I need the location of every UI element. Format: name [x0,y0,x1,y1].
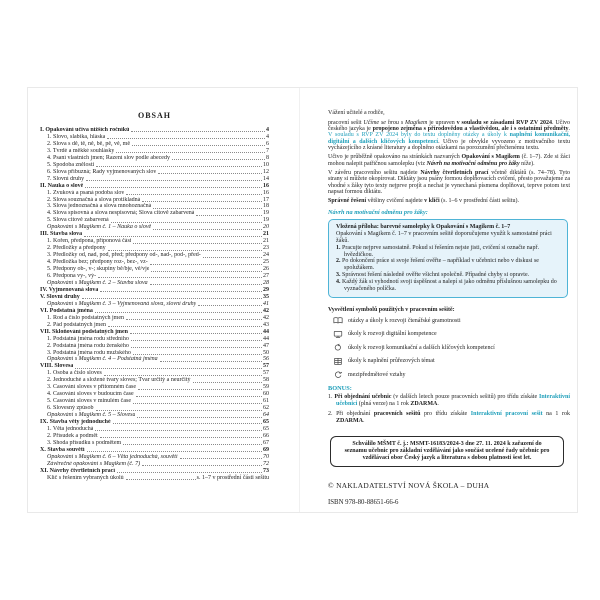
text-segment: pro třídu získáte [420,411,471,418]
toc-entry-label: 1. Kořen, předpona, příponová část [47,238,132,245]
toc-entry-page: 20 [263,224,269,231]
toc-dotted-leader [84,236,262,237]
toc-entry-label: Opakování s Magikem č. 2 – Stavba slova [47,279,148,286]
toc-entry-page: 65 [263,425,269,432]
toc-dotted-leader [75,368,262,369]
toc-entry-label: 4. Předložka bez; předpony roz-, bez-, vz- [47,259,148,266]
toc-entry-label: 3. Předložky od, nad, pod, před; předpony od-, nad-, pod-, před- [47,252,201,259]
toc-dotted-leader [131,131,265,132]
toc-entry [40,405,269,412]
toc-entry [40,412,269,419]
toc-entry-label: Opakování s Magikem č. 1 – Nauka o slově [47,224,152,231]
sticker-box-steps [336,245,560,293]
toc-entry [40,197,269,204]
symbol-item [333,357,570,366]
toc-dotted-leader [136,396,262,397]
toc-dotted-leader [151,271,262,272]
toc-dotted-leader [82,298,262,299]
text-segment: Učíme se hrou s Magikem [363,119,428,126]
toc-entry-page: 69 [263,446,269,453]
toc-entry-page: 50 [263,349,269,356]
toc-entry [40,169,269,176]
text-segment: níže). [519,160,535,167]
toc-entry [40,155,269,162]
toc-entry-label: 6. Slova příbuzná; Řady vyjmenovaných slov [47,168,157,175]
toc-entry-page: 47 [263,342,269,349]
text-segment: je upraven [427,119,457,126]
toc-entry [40,447,269,454]
toc-dotted-leader [137,417,262,418]
toc-entry-page: 44 [263,328,269,335]
grid-icon [333,357,343,366]
toc-entry-label: 5. Spodoba znělosti [47,161,95,168]
approval-text: Schválilo MŠMT č. j.: MSMT-16183/2024-3 dne 27. 11. 2024 k zařazení do seznamu učebnic pro základní vzdělávání jako součást ucelené řady učebnic pro vzdělávací obor Český jazyk a literatura s dobou platnosti šest let. [344,441,550,462]
toc-entry-label: 1. Rod a číslo podstatných jmen [47,314,124,321]
toc-entry-label: 1. Věta jednoduchá [47,425,94,432]
toc-entry-page: 4 [266,133,269,140]
symbols-list [328,316,570,379]
toc-entry [40,224,269,231]
bonus-heading: BONUS: [328,385,352,393]
toc-dotted-leader [123,444,262,445]
toc-entry-label: II. Nauka o slově [40,182,84,189]
book-spread [27,87,578,513]
salutation: Vážení učitelé a rodiče, [328,110,385,116]
toc-dotted-leader [193,382,262,383]
toc-dotted-leader [196,215,262,216]
toc-dotted-leader [138,389,262,390]
toc-entry-label: Klíč s řešením vybraných úkolů [47,474,124,481]
sticker-step-number: 3. [336,272,342,279]
toc-entry-page: 7 [266,147,269,154]
toc-dotted-leader [113,423,262,424]
toc-entry [40,426,269,433]
sticker-step-text: Pracujte nejprve samostatně. Pokud si řešením nejste jisti, cvičení si označte např. hvězdičkou. [342,244,539,258]
toc-entry [40,356,269,363]
text-segment: (s. 1–6 v prostřední části sešitu). [439,197,519,204]
toc-entry [40,231,269,238]
toc-entry-page: 60 [263,391,269,398]
toc-dotted-leader [153,229,262,230]
toc-entry-page: 25 [263,259,269,266]
toc-entry-label: IX. Stavba věty jednoduché [40,419,111,426]
toc-entry-page: 28 [263,279,269,286]
text-segment: (plná verze) na 1 rok [357,400,411,407]
toc-entry-label: 3. Slova jednoznačná a slova mnohoznačná [47,203,152,210]
toc-entry [40,461,269,468]
toc-entry [40,245,269,252]
symbol-label: úkoly k naplnění průřezových témat [348,358,435,365]
publisher-line: © NAKLADATELSTVÍ NOVÁ ŠKOLA – DUHA [328,481,490,491]
toc-entry [40,266,269,273]
cycle-icon [333,370,343,379]
toc-dotted-leader [126,194,262,195]
toc-entry [40,280,269,287]
toc-entry-page: 16 [263,189,269,196]
text-segment: naplnění komunikační, digitální a dalších klíčových kompetencí [328,132,570,145]
toc-entry-label: X. Stavba souvětí [40,446,85,453]
toc-entry-label: 2. Jednoduché a složené tvary sloves; Tvar určitý a neurčitý [47,377,191,384]
toc-entry-label: 6. Předpona vy-, vý- [47,273,97,280]
symbol-label: mezipředmětové vztahy [348,371,406,378]
toc-entry [40,329,269,336]
toc-dotted-leader [111,222,262,223]
toc-dotted-leader [150,264,262,265]
toc-dotted-leader [203,257,262,258]
symbol-label: úkoly k rozvoji komunikační a dalších klíčových kompetencí [348,344,495,351]
paragraph [328,154,570,167]
paragraph [328,198,570,204]
toc-entry-label: VIII. Slovesa [40,363,74,370]
toc-dotted-leader [198,305,262,306]
toc-entry-label: 4. Psaní vlastních jmen; Řazení slov podle abecedy [47,154,170,161]
toc-entry [40,217,269,224]
toc-entry [40,141,269,148]
text-segment: . [437,400,439,407]
toc-entry-page: s. 1–7 v prostřední části sešitu [196,474,269,481]
toc-dotted-leader [160,361,262,362]
text-segment: byly do textu doplněny otázky a úkoly k [398,132,510,139]
toc-entry-label: Opakování s Magikem č. 5 – Slovesa [47,412,136,419]
toc-entry [40,370,269,377]
text-segment: . [363,417,365,424]
text-segment: Při objednání učebnic [334,394,392,401]
text-segment: (v dalších letech pouze pracovních sešitů) pro třídu získáte [391,394,539,401]
text-segment: ZDARMA [336,417,363,424]
toc-entry [40,391,269,398]
open-book-icon [333,316,343,325]
text-segment: Opakování s Magikem [461,154,520,161]
sticker-box [328,219,568,298]
toc-list [40,127,269,482]
text-segment: Interaktivní pracovní sešit [470,411,543,418]
text-segment: (č. 1–7). Zde si žáci mohou nalepit patřičnou samolepku (viz [328,154,570,167]
toc-dotted-leader [142,201,262,202]
toc-dotted-leader [96,410,263,411]
text-segment: Návrh na motivační odměnu pro žáky [426,160,520,167]
sticker-step [336,272,560,279]
toc-entry-label: 5. Předpony ob-, v-; skupiny bě/bje, vě/vje [47,266,150,273]
toc-entry [40,210,269,217]
toc-entry-label: 2. Pád podstatných jmen [47,321,106,328]
toc-entry-page: 21 [263,238,269,245]
toc-entry [40,238,269,245]
toc-entry-page: 26 [263,266,269,273]
symbol-label: úkoly k rozvoji digitální kompetence [348,331,437,338]
computer-icon [333,330,343,339]
toc-entry [40,343,269,350]
sticker-box-title: Vložená příloha: barevné samolepky k Opakování s Magikem č. 1–7 [336,224,511,231]
toc-entry [40,127,269,134]
intro-page [300,88,577,512]
text-segment: včetně diktátů (s. 74–78). Tyto strany si můžete okopírovat. Diktáty jsou psány formou doplňovacích cvičení, přesto považujeme za vhodné s žáky tyto texty nejprve projít a nechat je vynechaná písmena doplňovat, teprve potom text napsat formou diktátu. [328,169,570,196]
toc-dotted-leader [87,451,262,452]
toc-entry-page: 65 [263,419,269,426]
toc-entry [40,162,269,169]
toc-entry-page: 66 [263,432,269,439]
text-segment: v souladu se zásadami RVP ZV 2024 [456,119,552,126]
symbol-item [333,316,570,325]
sticker-step-number: 1. [336,244,342,251]
toc-entry [40,308,269,315]
sticker-step-text: Každý žák si vyhodnotí svoji úspěšnost a nalepí si jako odměnu příslušnou samolepku do vyznačeného políčka. [342,278,557,292]
toc-dotted-leader [131,340,262,341]
symbol-label: otázky a úkoly k rozvoji čtenářské gramotnosti [348,317,461,324]
toc-entry-page: 23 [263,245,269,252]
toc-entry-label: Opakování s Magikem č. 6 – Věta jednoduchá, souvětí [47,453,178,460]
toc-entry-label: 1. Osoba a číslo sloves [47,370,102,377]
toc-entry-page: 8 [266,154,269,161]
toc-dotted-leader [158,173,262,174]
isbn-line: ISBN 978-80-88651-66-6 [328,499,399,507]
toc-entry-label: 6. Slovesný způsob [47,405,94,412]
toc-entry-label: 2. Slova s dě, tě, ně, bě, pě, vě, mě [47,140,130,147]
toc-dotted-leader [117,472,262,473]
toc-entry [40,273,269,280]
toc-entry [40,419,269,426]
toc-entry-label: Závěrečné opakování s Magikem (č. 7) [47,460,141,467]
toc-entry-label: I. Opakování učiva nižších ročníků [40,127,130,133]
toc-entry-label: XI. Návrhy čtvrtletních prací [40,467,115,474]
text-segment: v klíči [424,197,440,204]
text-segment: 1. [328,394,335,401]
toc-dotted-leader [133,403,262,404]
toc-entry-page: 6 [266,140,269,147]
toc-entry [40,176,269,183]
toc-entry-page: 17 [263,196,269,203]
text-segment: . Učivo je obvykle vyvozeno z motivačního textu vycházejícího z krásné literatury a doplněno otázkami na porozumění přečtenému textu. [328,138,570,152]
toc-dotted-leader [108,250,262,251]
toc-entry [40,148,269,155]
toc-dotted-leader [126,479,196,480]
sticker-step-number: 2. [336,258,342,265]
toc-entry [40,433,269,440]
toc-entry-label: 3. Podstatná jména rodu mužského [47,349,131,356]
toc-dotted-leader [108,326,262,327]
toc-dotted-leader [116,152,265,153]
toc-entry-page: 43 [263,321,269,328]
toc-dotted-leader [96,166,262,167]
paragraph [328,170,570,196]
toc-entry-page: 27 [263,273,269,280]
sticker-step [336,279,560,293]
toc-entry [40,315,269,322]
intro-paragraphs [328,120,570,205]
toc-dotted-leader [104,375,262,376]
toc-dotted-leader [95,430,262,431]
text-segment: Interaktivní učebnici [336,394,571,407]
toc-dotted-leader [86,180,262,181]
toc-entry-page: 24 [263,252,269,259]
toc-entry [40,468,269,475]
sticker-step [336,245,560,259]
toc-entry [40,203,269,210]
toc-entry-label: 2. Slova souznačná a slova protikladná [47,196,141,203]
toc-entry-label: 2. Podstatná jména rodu ženského [47,342,129,349]
toc-entry-page: 10 [263,161,269,168]
toc-entry-page: 19 [263,210,269,217]
toc-dotted-leader [130,333,262,334]
text-segment: Učivo je průběžně opakováno na stránkách nazvaných [328,154,462,161]
text-segment: propojeno zejména s přírodovědou a vlastivědou, ale i s ostatními předměty [372,125,569,132]
toc-entry-page: 21 [263,231,269,238]
bonus-item [328,394,570,407]
text-segment: Návrhy čtvrtletních prací [420,169,489,176]
toc-entry [40,440,269,447]
sticker-step-text: Po dokončení práce si svoje řešení ověřte – například v učebnici nebo v diskusi se spolužákem. [342,258,539,272]
toc-entry-label: Opakování s Magikem č. 3 – Vyjmenovaná slova, slovní druhy [47,300,197,307]
sticker-step [336,258,560,272]
toc-entry-label: 1. Zvuková a psaná podoba slov [47,189,125,196]
bonus-list [328,394,570,424]
toc-entry-page: 72 [263,460,269,467]
toc-dotted-leader [153,208,262,209]
toc-dotted-leader [132,145,265,146]
toc-entry-label: 2. Přísudek a podmět [47,432,98,439]
paragraph [328,120,570,152]
toc-entry [40,322,269,329]
toc-entry-label: 1. Podstatná jména rodu středního [47,335,129,342]
toc-entry-label: VI. Podstatná jména [40,307,93,314]
toc-dotted-leader [126,319,262,320]
toc-entry [40,377,269,384]
toc-entry-label: 4. Časování sloves v budoucím čase [47,391,134,398]
toc-dotted-leader [95,312,262,313]
toc-entry-page: 62 [263,405,269,412]
toc-entry-page: 18 [263,203,269,210]
toc-entry-page: 57 [263,370,269,377]
toc-entry-page: 29 [263,286,269,293]
toc-entry-page: 56 [263,356,269,363]
communication-icon [333,343,343,352]
toc-entry-label: 3. Shoda přísudku s podmětem [47,439,122,446]
toc-dotted-leader [85,187,262,188]
toc-entry-page: 67 [263,439,269,446]
toc-entry [40,350,269,357]
approval-box [330,436,564,467]
toc-dotted-leader [131,347,262,348]
text-segment: Správné řešení [328,197,367,204]
symbol-item [333,370,570,379]
toc-entry-page: 19 [263,217,269,224]
toc-entry-label: V. Slovní druhy [40,293,80,300]
toc-entry-page: 61 [263,398,269,405]
text-segment: na 1 rok [542,411,570,418]
toc-entry-page: 58 [263,377,269,384]
symbols-heading: Vysvětlení symbolů použitých v pracovním sešitě: [328,307,455,314]
toc-entry-label: 3. Časování sloves v přítomném čase [47,384,136,391]
sticker-box-intro: Opakování s Magikem č. 1–7 v pracovním sešitě doporučujeme využít k samostatné práci žáků. [336,231,552,245]
toc-entry-label: III. Stavba slova [40,231,83,238]
toc-title: OBSAH [137,111,171,120]
text-segment: V závěru pracovního sešitu najdete [328,169,421,176]
sticker-step-text: Správnost řešení následně ověřte všichni společně. Případné chyby si opravte. [342,272,530,279]
toc-dotted-leader [107,138,265,139]
bonus-item [328,411,570,424]
toc-entry [40,363,269,370]
toc-entry-page: 42 [263,314,269,321]
toc-entry-label: 3. Tvrdé a měkké souhlásky [47,147,115,154]
toc-dotted-leader [100,291,262,292]
toc-entry [40,134,269,141]
text-segment: . Učivo českého jazyka je [328,119,570,132]
text-segment: V souladu s RVP ZV 2024 [328,132,399,139]
toc-entry-label: Opakování s Magikem č. 4 – Podstatná jména [47,356,158,363]
toc-entry [40,454,269,461]
reward-heading: Návrh na motivační odměnu pro žáky: [328,209,428,217]
toc-entry-page: 70 [263,453,269,460]
toc-entry-page: 12 [263,168,269,175]
toc-dotted-leader [172,159,265,160]
toc-entry-page: 57 [263,363,269,370]
toc-entry [40,183,269,190]
toc-entry-label: 5. Časování sloves v minulém čase [47,398,131,405]
toc-entry-label: 4. Slova spisovná a slova nespisovná; Slova citově zabarvená [47,210,195,217]
toc-entry-page: 59 [263,384,269,391]
sticker-step-number: 4. [336,278,342,285]
toc-page [28,88,300,512]
toc-entry-page: 4 [266,127,269,133]
toc-entry-label: VII. Skloňování podstatných jmen [40,328,129,335]
toc-dotted-leader [150,284,262,285]
toc-entry-page: 16 [263,182,269,189]
toc-entry [40,384,269,391]
toc-entry-label: 2. Předložky a předpony [47,245,106,252]
toc-entry-page: 44 [263,335,269,342]
toc-entry [40,259,269,266]
toc-entry [40,294,269,301]
toc-entry-page: 41 [263,300,269,307]
toc-entry-page: 42 [263,307,269,314]
symbol-item [333,330,570,339]
toc-dotted-leader [133,243,262,244]
text-segment: většiny cvičení najdete [366,197,425,204]
toc-dotted-leader [142,465,262,466]
toc-entry [40,398,269,405]
toc-entry-page: 73 [263,467,269,474]
toc-entry-page: 64 [263,412,269,419]
toc-entry-label: 1. Slovo, slabika, hláska [47,133,106,140]
toc-entry [40,336,269,343]
text-segment: pracovní sešit [328,119,364,126]
toc-entry-page: 14 [263,175,269,182]
toc-entry [40,301,269,308]
text-segment: ZDARMA [410,400,438,407]
toc-entry [40,287,269,294]
toc-entry [40,475,269,482]
toc-dotted-leader [98,277,262,278]
toc-dotted-leader [180,458,262,459]
text-segment: pracovních sešitů [373,411,421,418]
toc-entry-label: 7. Slovní druhy [47,175,85,182]
text-segment: 2. Při objednání [328,411,374,418]
toc-dotted-leader [133,354,262,355]
text-segment: . [568,125,571,132]
toc-entry-label: IV. Vyjmenovaná slova [40,286,99,293]
toc-entry-label: 5. Slova citově zabarvená [47,217,109,224]
toc-entry [40,252,269,259]
symbol-item [333,343,570,352]
toc-entry-page: 35 [263,293,269,300]
toc-entry [40,190,269,197]
toc-dotted-leader [100,437,262,438]
